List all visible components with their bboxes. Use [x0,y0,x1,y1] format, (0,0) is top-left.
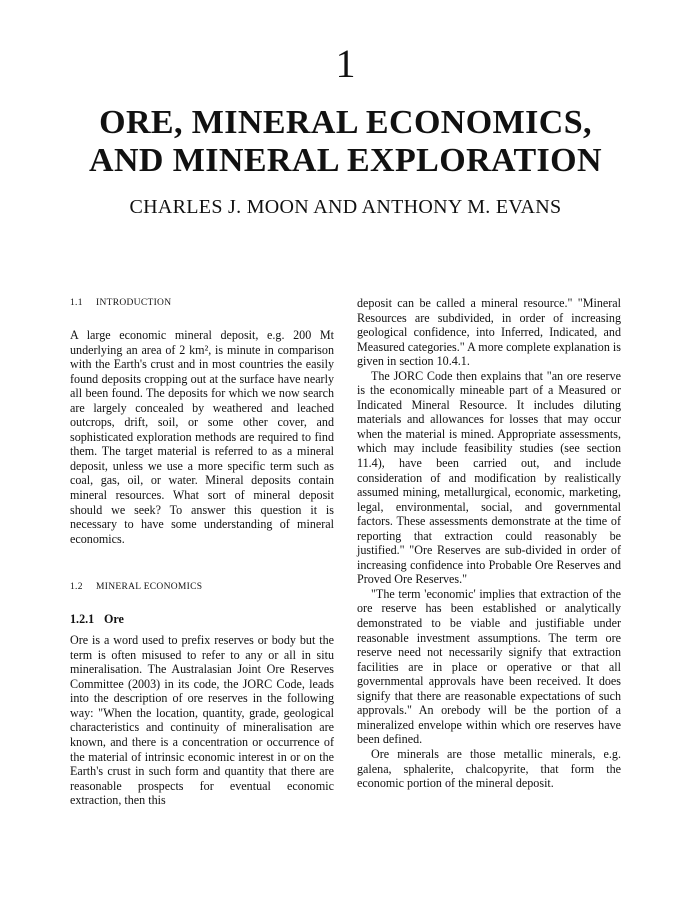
subsection-number: 1.2.1 [70,612,95,627]
paragraph-ore-minerals: Ore minerals are those metallic minerals, e.g. galena, sphalerite, chalcopyrite, that form the economic portion of the mineral deposit. [357,746,621,791]
chapter-title [0,104,691,180]
paragraph-ore: Ore is a word used to prefix reserves or body but the term is often misused to refer to any or all in situ mineralisation. The Australasian Joint Ore Reserves Committee (2003) in its code, the JORC Code, leads into the description of ore reserves in the following way: "When the location, quantity, grade, geological characteristics and continuity of mineralisation are known, and there is a concentration or occurrence of the material of intrinsic economic interest in or on the Earth's crust in such form and quantity that there are reasonable prospects for eventual economic extraction, then this [70,633,334,808]
section-number: 1.2 [70,582,83,593]
section-number: 1.1 [70,298,83,308]
chapter-title-line-1: ORE, MINERAL ECONOMICS, [99,104,592,141]
section-heading-mineral-economics [70,580,334,594]
chapter-number: 1 [335,41,356,86]
subsection-heading-ore [70,612,334,627]
chapter-title-line-2: AND MINERAL EXPLORATION [89,142,602,179]
paragraph-introduction: A large economic mineral deposit, e.g. 200 Mt underlying an area of 2 km², is minute in comparison with the Earth's crust and in most countries the easily found deposits cropping out at the surface have nearly all been found. The deposits for which we now search are largely concealed by weathered and leached outcrops, drift, soil, or some other cover, and sophisticated exploration methods are required to find them. The target material is referred to as a mineral deposit, unless we use a more specific term such as coal, gas, oil, or water. Mineral deposits contain mineral resources. What sort of mineral deposit should we seek? To answer this question it is necessary to have some understanding of mineral economics. [70,328,334,546]
paragraph-jorc-code: The JORC Code then explains that "an ore reserve is the economically mineable part of a Measured or Indicated Mineral Resource. It includes diluting materials and allowances for losses that may occur when the material is mined. Appropriate assessments, which may include feasibility studies (see section 11.4), have been carried out, and include consideration of and modification by realistically assumed mining, metallurgical, economic, marketing, legal, environmental, social, and governmental factors. These assessments demonstrate at the time of reporting that extraction could reasonably be justified." "Ore Reserves are sub-divided in order of increasing confidence into Probable Ore Reserves and Proved Ore Reserves." [357,368,621,587]
subsection-title: Ore [104,612,124,627]
left-column [70,296,334,808]
section-heading-introduction [70,296,334,310]
section-title: MINERAL ECONOMICS [96,582,203,593]
paragraph-continued: deposit can be called a mineral resource." "Mineral Resources are subdivided, in order of increasing geological confidence, into Inferred, Indicated, and Measured categories." A more complete explanation is given in section 10.4.1. [357,296,621,369]
section-title: INTRODUCTION [96,298,172,308]
chapter-authors: CHARLES J. MOON AND ANTHONY M. EVANS [129,196,562,218]
right-column [357,296,621,791]
paragraph-economic-term: "The term 'economic' implies that extraction of the ore reserve has been established or analytically demonstrated to be viable and justifiable under reasonable investment assumptions. The term ore reserve need not necessarily signify that extraction facilities are in place or operative or that all governmental approvals have been received. It does signify that there are reasonable expectations of such approvals." An orebody will be the portion of a mineralized envelope within which ore reserves have been defined. [357,586,621,747]
